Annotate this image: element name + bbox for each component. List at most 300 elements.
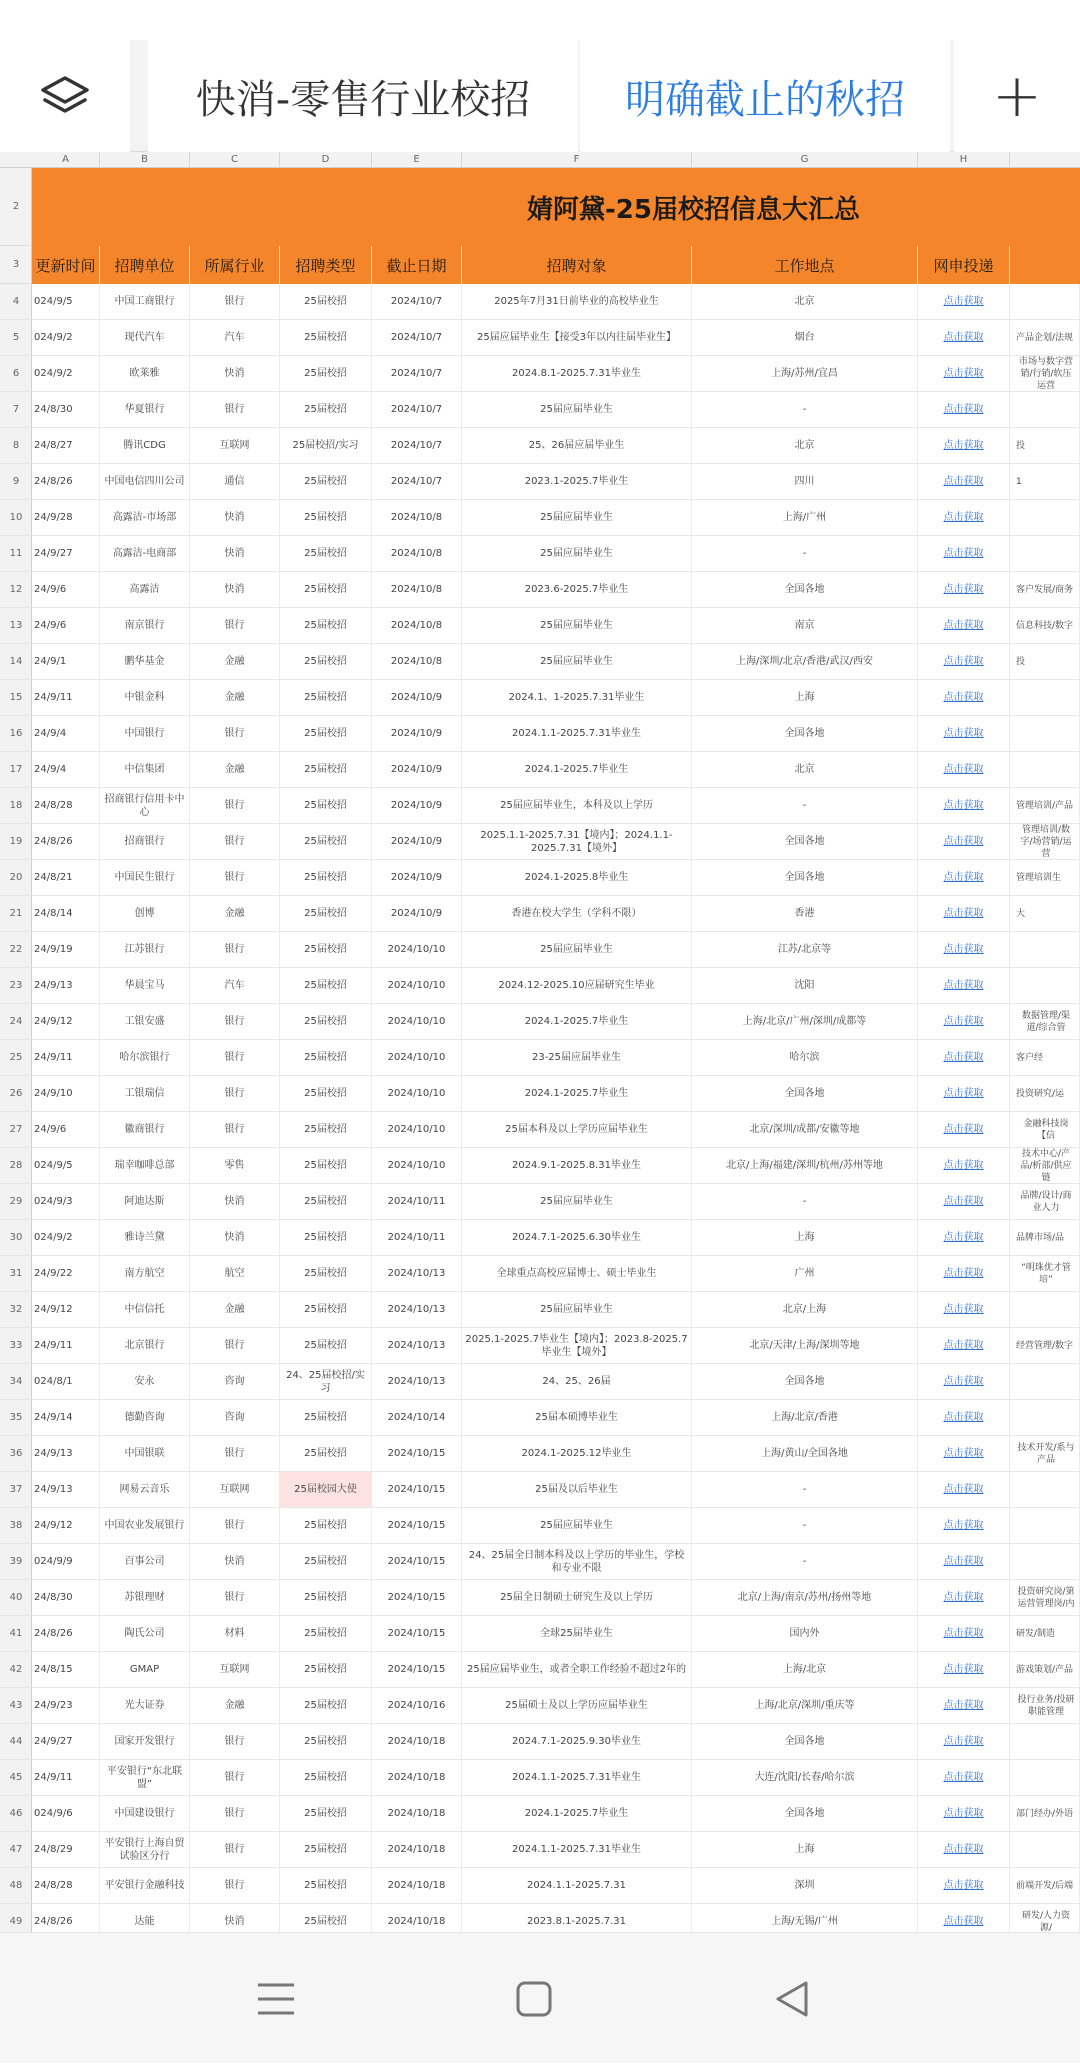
- cell-apply-link[interactable]: 点击获取: [918, 1904, 1010, 1932]
- cell-deadline[interactable]: 2024/10/9: [372, 896, 462, 931]
- cell-location[interactable]: 沈阳: [692, 968, 918, 1003]
- cell-update-time[interactable]: 24/9/11: [32, 1328, 100, 1363]
- cell-extra[interactable]: 品牌市场/品: [1010, 1220, 1080, 1255]
- cell-location[interactable]: 全国各地: [692, 716, 918, 751]
- cell-recruit-type[interactable]: 25届校招: [280, 752, 372, 787]
- cell-employer[interactable]: 中国农业发展银行: [100, 1508, 190, 1543]
- cell-deadline[interactable]: 2024/10/7: [372, 356, 462, 391]
- cell-employer[interactable]: GMAP: [100, 1652, 190, 1687]
- cell-update-time[interactable]: 24/8/28: [32, 788, 100, 823]
- cell-recruit-type[interactable]: 25届校招: [280, 320, 372, 355]
- cell-industry[interactable]: 银行: [190, 392, 280, 427]
- cell-recruit-type[interactable]: 25届校招: [280, 1544, 372, 1579]
- cell-apply-link[interactable]: 点击获取: [918, 1184, 1010, 1219]
- cell-target[interactable]: 2023.6-2025.7毕业生: [462, 572, 692, 607]
- cell-apply-link[interactable]: 点击获取: [918, 1688, 1010, 1723]
- cell-extra[interactable]: 大: [1010, 896, 1080, 931]
- cell-location[interactable]: 全国各地: [692, 572, 918, 607]
- cell-recruit-type[interactable]: 25届校招: [280, 1436, 372, 1471]
- cell-recruit-type[interactable]: 25届校招: [280, 1832, 372, 1867]
- cell-employer[interactable]: 中国银行: [100, 716, 190, 751]
- cell-employer[interactable]: 腾讯CDG: [100, 428, 190, 463]
- cell-employer[interactable]: 平安银行金融科技: [100, 1868, 190, 1903]
- cell-deadline[interactable]: 2024/10/18: [372, 1760, 462, 1795]
- cell-deadline[interactable]: 2024/10/9: [372, 752, 462, 787]
- cell-update-time[interactable]: 24/9/19: [32, 932, 100, 967]
- cell-recruit-type[interactable]: 25届校招: [280, 680, 372, 715]
- row-number[interactable]: 48: [0, 1868, 32, 1904]
- cell-location[interactable]: 上海/广州: [692, 500, 918, 535]
- cell-update-time[interactable]: 24/8/30: [32, 392, 100, 427]
- cell-update-time[interactable]: 24/9/13: [32, 968, 100, 1003]
- cell-location[interactable]: 上海/北京/深圳/重庆等: [692, 1688, 918, 1723]
- cell-extra[interactable]: 投: [1010, 644, 1080, 679]
- cell-target[interactable]: 25届及以后毕业生: [462, 1472, 692, 1507]
- cell-deadline[interactable]: 2024/10/18: [372, 1724, 462, 1759]
- row-number[interactable]: 40: [0, 1580, 32, 1616]
- cell-apply-link[interactable]: 点击获取: [918, 644, 1010, 679]
- cell-deadline[interactable]: 2024/10/9: [372, 860, 462, 895]
- cell-employer[interactable]: 华晨宝马: [100, 968, 190, 1003]
- cell-apply-link[interactable]: 点击获取: [918, 788, 1010, 823]
- cell-recruit-type[interactable]: 25届校园大使: [280, 1472, 372, 1507]
- cell-recruit-type[interactable]: 25届校招: [280, 1076, 372, 1111]
- cell-deadline[interactable]: 2024/10/8: [372, 500, 462, 535]
- cell-recruit-type[interactable]: 25届校招: [280, 644, 372, 679]
- cell-employer[interactable]: 瑞幸咖啡总部: [100, 1148, 190, 1183]
- row-number[interactable]: 11: [0, 536, 32, 572]
- cell-industry[interactable]: 材料: [190, 1616, 280, 1651]
- cell-industry[interactable]: 银行: [190, 1328, 280, 1363]
- row-number[interactable]: 39: [0, 1544, 32, 1580]
- cell-employer[interactable]: 中国建设银行: [100, 1796, 190, 1831]
- cell-extra[interactable]: [1010, 932, 1080, 967]
- cell-apply-link[interactable]: 点击获取: [918, 1256, 1010, 1291]
- cell-location[interactable]: 北京/深圳/成都/安徽等地: [692, 1112, 918, 1147]
- cell-employer[interactable]: 招商银行: [100, 824, 190, 859]
- row-number[interactable]: 38: [0, 1508, 32, 1544]
- row-number[interactable]: 21: [0, 896, 32, 932]
- cell-apply-link[interactable]: 点击获取: [918, 1436, 1010, 1471]
- cell-target[interactable]: 25届应届毕业生: [462, 608, 692, 643]
- cell-employer[interactable]: 中国电信四川公司: [100, 464, 190, 499]
- cell-employer[interactable]: 中国民生银行: [100, 860, 190, 895]
- cell-deadline[interactable]: 2024/10/18: [372, 1904, 462, 1932]
- cell-employer[interactable]: 现代汽车: [100, 320, 190, 355]
- cell-industry[interactable]: 银行: [190, 1832, 280, 1867]
- cell-apply-link[interactable]: 点击获取: [918, 1868, 1010, 1903]
- back-button[interactable]: [732, 1933, 852, 2064]
- cell-extra[interactable]: 前端开发/后端: [1010, 1868, 1080, 1903]
- cell-extra[interactable]: “明珠优才管培”: [1010, 1256, 1080, 1291]
- cell-update-time[interactable]: 24/9/13: [32, 1472, 100, 1507]
- cell-deadline[interactable]: 2024/10/10: [372, 1112, 462, 1147]
- row-number[interactable]: 22: [0, 932, 32, 968]
- cell-apply-link[interactable]: 点击获取: [918, 1760, 1010, 1795]
- cell-extra[interactable]: [1010, 1760, 1080, 1795]
- row-number[interactable]: 37: [0, 1472, 32, 1508]
- row-number[interactable]: 12: [0, 572, 32, 608]
- cell-industry[interactable]: 银行: [190, 1112, 280, 1147]
- cell-update-time[interactable]: 024/9/5: [32, 1148, 100, 1183]
- cell-industry[interactable]: 快消: [190, 356, 280, 391]
- cell-location[interactable]: 上海/深圳/北京/香港/武汉/西安: [692, 644, 918, 679]
- cell-recruit-type[interactable]: 25届校招: [280, 464, 372, 499]
- cell-extra[interactable]: [1010, 284, 1080, 319]
- cell-recruit-type[interactable]: 25届校招: [280, 1148, 372, 1183]
- cell-deadline[interactable]: 2024/10/7: [372, 320, 462, 355]
- cell-deadline[interactable]: 2024/10/10: [372, 968, 462, 1003]
- cell-extra[interactable]: [1010, 1364, 1080, 1399]
- cell-target[interactable]: 2024.1.1-2025.7.31: [462, 1868, 692, 1903]
- cell-apply-link[interactable]: 点击获取: [918, 572, 1010, 607]
- cell-recruit-type[interactable]: 25届校招: [280, 896, 372, 931]
- cell-recruit-type[interactable]: 24、25届校招/实习: [280, 1364, 372, 1399]
- row-number[interactable]: 6: [0, 356, 32, 392]
- cell-industry[interactable]: 航空: [190, 1256, 280, 1291]
- cell-update-time[interactable]: 024/9/2: [32, 356, 100, 391]
- cell-apply-link[interactable]: 点击获取: [918, 392, 1010, 427]
- cell-employer[interactable]: 北京银行: [100, 1328, 190, 1363]
- cell-location[interactable]: 上海/黄山/全国各地: [692, 1436, 918, 1471]
- cell-extra[interactable]: 客户经: [1010, 1040, 1080, 1075]
- cell-recruit-type[interactable]: 25届校招: [280, 1256, 372, 1291]
- cell-update-time[interactable]: 24/9/27: [32, 536, 100, 571]
- header-cell[interactable]: 更新时间: [32, 246, 100, 284]
- cell-employer[interactable]: 百事公司: [100, 1544, 190, 1579]
- cell-target[interactable]: 24、25、26届: [462, 1364, 692, 1399]
- cell-location[interactable]: 香港: [692, 896, 918, 931]
- cell-extra[interactable]: 产品企划/法规: [1010, 320, 1080, 355]
- cell-apply-link[interactable]: 点击获取: [918, 824, 1010, 859]
- cell-deadline[interactable]: 2024/10/10: [372, 1040, 462, 1075]
- cell-extra[interactable]: [1010, 1472, 1080, 1507]
- cell-extra[interactable]: [1010, 536, 1080, 571]
- cell-industry[interactable]: 银行: [190, 284, 280, 319]
- cell-apply-link[interactable]: 点击获取: [918, 356, 1010, 391]
- header-cell[interactable]: 招聘单位: [100, 246, 190, 284]
- cell-apply-link[interactable]: 点击获取: [918, 320, 1010, 355]
- cell-target[interactable]: 25届应届毕业生: [462, 1508, 692, 1543]
- cell-recruit-type[interactable]: 25届校招: [280, 1652, 372, 1687]
- cell-update-time[interactable]: 024/9/3: [32, 1184, 100, 1219]
- cell-employer[interactable]: 阿迪达斯: [100, 1184, 190, 1219]
- cell-industry[interactable]: 快消: [190, 500, 280, 535]
- cell-location[interactable]: 烟台: [692, 320, 918, 355]
- cell-location[interactable]: 江苏/北京等: [692, 932, 918, 967]
- cell-update-time[interactable]: 24/9/4: [32, 716, 100, 751]
- row-number[interactable]: 32: [0, 1292, 32, 1328]
- cell-target[interactable]: 全球重点高校应届博士、硕士毕业生: [462, 1256, 692, 1291]
- cell-deadline[interactable]: 2024/10/9: [372, 716, 462, 751]
- cell-update-time[interactable]: 024/9/6: [32, 1796, 100, 1831]
- cell-deadline[interactable]: 2024/10/14: [372, 1400, 462, 1435]
- tab-fmcg-retail[interactable]: [148, 40, 578, 152]
- cell-extra[interactable]: 游戏策划/产品: [1010, 1652, 1080, 1687]
- cell-deadline[interactable]: 2024/10/9: [372, 788, 462, 823]
- cell-employer[interactable]: 苏银理财: [100, 1580, 190, 1615]
- cell-employer[interactable]: 鹏华基金: [100, 644, 190, 679]
- cell-target[interactable]: 25届应届毕业生: [462, 932, 692, 967]
- cell-employer[interactable]: 中国工商银行: [100, 284, 190, 319]
- home-button[interactable]: [474, 1933, 594, 2064]
- cell-target[interactable]: 2024.7.1-2025.9.30毕业生: [462, 1724, 692, 1759]
- cell-apply-link[interactable]: 点击获取: [918, 1724, 1010, 1759]
- cell-industry[interactable]: 银行: [190, 824, 280, 859]
- cell-update-time[interactable]: 24/9/22: [32, 1256, 100, 1291]
- cell-target[interactable]: 2024.1-2025.7毕业生: [462, 752, 692, 787]
- cell-industry[interactable]: 互联网: [190, 1652, 280, 1687]
- cell-recruit-type[interactable]: 25届校招: [280, 788, 372, 823]
- cell-extra[interactable]: 1: [1010, 464, 1080, 499]
- cell-employer[interactable]: 中信集团: [100, 752, 190, 787]
- cell-target[interactable]: 2024.8.1-2025.7.31毕业生: [462, 356, 692, 391]
- cell-industry[interactable]: 银行: [190, 608, 280, 643]
- cell-location[interactable]: 深圳: [692, 1868, 918, 1903]
- cell-employer[interactable]: 网易云音乐: [100, 1472, 190, 1507]
- row-number[interactable]: 16: [0, 716, 32, 752]
- header-cell[interactable]: 所属行业: [190, 246, 280, 284]
- cell-industry[interactable]: 金融: [190, 752, 280, 787]
- row-number[interactable]: 24: [0, 1004, 32, 1040]
- cell-deadline[interactable]: 2024/10/9: [372, 680, 462, 715]
- cell-location[interactable]: 全国各地: [692, 1364, 918, 1399]
- cell-update-time[interactable]: 024/8/1: [32, 1364, 100, 1399]
- cell-extra[interactable]: 经营管理/数字: [1010, 1328, 1080, 1363]
- cell-industry[interactable]: 银行: [190, 1796, 280, 1831]
- cell-update-time[interactable]: 24/9/14: [32, 1400, 100, 1435]
- cell-apply-link[interactable]: 点击获取: [918, 1616, 1010, 1651]
- cell-target[interactable]: 2025.1-2025.7毕业生【境内】；2023.8-2025.7毕业生【境外】: [462, 1328, 692, 1363]
- cell-extra[interactable]: [1010, 968, 1080, 1003]
- cell-target[interactable]: 2024.1-2025.7毕业生: [462, 1796, 692, 1831]
- cell-industry[interactable]: 零售: [190, 1148, 280, 1183]
- cell-deadline[interactable]: 2024/10/8: [372, 572, 462, 607]
- cell-extra[interactable]: 金融科技岗【信: [1010, 1112, 1080, 1147]
- cell-location[interactable]: 上海/苏州/宜昌: [692, 356, 918, 391]
- cell-target[interactable]: 香港在校大学生（学科不限）: [462, 896, 692, 931]
- cell-target[interactable]: 2024.1.1-2025.7.31毕业生: [462, 1832, 692, 1867]
- cell-deadline[interactable]: 2024/10/7: [372, 392, 462, 427]
- cell-update-time[interactable]: 24/9/12: [32, 1004, 100, 1039]
- cell-extra[interactable]: [1010, 752, 1080, 787]
- cell-deadline[interactable]: 2024/10/16: [372, 1688, 462, 1723]
- cell-extra[interactable]: 信息科技/数字: [1010, 608, 1080, 643]
- cell-deadline[interactable]: 2024/10/15: [372, 1436, 462, 1471]
- cell-update-time[interactable]: 024/9/5: [32, 284, 100, 319]
- cell-extra[interactable]: [1010, 1544, 1080, 1579]
- cell-deadline[interactable]: 2024/10/11: [372, 1220, 462, 1255]
- cell-industry[interactable]: 咨询: [190, 1400, 280, 1435]
- cell-employer[interactable]: 国家开发银行: [100, 1724, 190, 1759]
- row-number[interactable]: 36: [0, 1436, 32, 1472]
- cell-extra[interactable]: [1010, 1832, 1080, 1867]
- cell-location[interactable]: 北京: [692, 428, 918, 463]
- cell-industry[interactable]: 快消: [190, 572, 280, 607]
- cell-update-time[interactable]: 24/9/12: [32, 1292, 100, 1327]
- cell-apply-link[interactable]: 点击获取: [918, 1004, 1010, 1039]
- cell-update-time[interactable]: 24/9/12: [32, 1508, 100, 1543]
- cell-apply-link[interactable]: 点击获取: [918, 464, 1010, 499]
- cell-deadline[interactable]: 2024/10/13: [372, 1256, 462, 1291]
- cell-employer[interactable]: 安永: [100, 1364, 190, 1399]
- cell-update-time[interactable]: 24/8/26: [32, 464, 100, 499]
- cell-industry[interactable]: 金融: [190, 644, 280, 679]
- cell-industry[interactable]: 咨询: [190, 1364, 280, 1399]
- cell-target[interactable]: 2024.1.1-2025.7.31毕业生: [462, 1760, 692, 1795]
- row-number[interactable]: 15: [0, 680, 32, 716]
- cell-location[interactable]: 全国各地: [692, 824, 918, 859]
- cell-update-time[interactable]: 24/9/6: [32, 1112, 100, 1147]
- cell-target[interactable]: 25届应届毕业生: [462, 644, 692, 679]
- cell-industry[interactable]: 银行: [190, 1508, 280, 1543]
- cell-employer[interactable]: 平安银行“东北联盟”: [100, 1760, 190, 1795]
- row-number[interactable]: 10: [0, 500, 32, 536]
- cell-employer[interactable]: 中国银联: [100, 1436, 190, 1471]
- cell-target[interactable]: 2024.9.1-2025.8.31毕业生: [462, 1148, 692, 1183]
- row-number[interactable]: 30: [0, 1220, 32, 1256]
- cell-apply-link[interactable]: 点击获取: [918, 1040, 1010, 1075]
- cell-apply-link[interactable]: 点击获取: [918, 752, 1010, 787]
- cell-update-time[interactable]: 24/8/26: [32, 1616, 100, 1651]
- cell-industry[interactable]: 银行: [190, 1436, 280, 1471]
- cell-deadline[interactable]: 2024/10/15: [372, 1580, 462, 1615]
- column-header-b[interactable]: B: [100, 152, 190, 168]
- cell-apply-link[interactable]: 点击获取: [918, 1508, 1010, 1543]
- cell-location[interactable]: 北京/上海/福建/深圳/杭州/苏州等地: [692, 1148, 918, 1183]
- cell-update-time[interactable]: 24/8/30: [32, 1580, 100, 1615]
- cell-location[interactable]: -: [692, 1544, 918, 1579]
- cell-deadline[interactable]: 2024/10/7: [372, 464, 462, 499]
- cell-location[interactable]: 上海: [692, 1220, 918, 1255]
- cell-industry[interactable]: 汽车: [190, 320, 280, 355]
- column-header-a[interactable]: A: [32, 152, 100, 168]
- cell-target[interactable]: 2024.1.1-2025.7.31毕业生: [462, 716, 692, 751]
- row-number[interactable]: 27: [0, 1112, 32, 1148]
- cell-update-time[interactable]: 24/9/11: [32, 680, 100, 715]
- cell-employer[interactable]: 光大证券: [100, 1688, 190, 1723]
- cell-industry[interactable]: 互联网: [190, 1472, 280, 1507]
- row-number[interactable]: 45: [0, 1760, 32, 1796]
- cell-extra[interactable]: 投资研究/运: [1010, 1076, 1080, 1111]
- cell-recruit-type[interactable]: 25届校招: [280, 1688, 372, 1723]
- row-number[interactable]: 17: [0, 752, 32, 788]
- cell-recruit-type[interactable]: 25届校招: [280, 500, 372, 535]
- cell-deadline[interactable]: 2024/10/10: [372, 1148, 462, 1183]
- cell-update-time[interactable]: 24/9/28: [32, 500, 100, 535]
- cell-extra[interactable]: [1010, 1508, 1080, 1543]
- cell-industry[interactable]: 银行: [190, 716, 280, 751]
- cell-apply-link[interactable]: 点击获取: [918, 896, 1010, 931]
- layers-button[interactable]: [0, 40, 130, 152]
- cell-industry[interactable]: 快消: [190, 1904, 280, 1932]
- cell-deadline[interactable]: 2024/10/13: [372, 1364, 462, 1399]
- cell-update-time[interactable]: 24/9/13: [32, 1436, 100, 1471]
- cell-employer[interactable]: 创博: [100, 896, 190, 931]
- cell-deadline[interactable]: 2024/10/15: [372, 1508, 462, 1543]
- cell-location[interactable]: 北京: [692, 752, 918, 787]
- cell-apply-link[interactable]: 点击获取: [918, 1076, 1010, 1111]
- cell-deadline[interactable]: 2024/10/8: [372, 608, 462, 643]
- cell-recruit-type[interactable]: 25届校招: [280, 860, 372, 895]
- cell-update-time[interactable]: 24/8/27: [32, 428, 100, 463]
- cell-target[interactable]: 2024.1-2025.8毕业生: [462, 860, 692, 895]
- cell-update-time[interactable]: 24/9/6: [32, 608, 100, 643]
- cell-apply-link[interactable]: 点击获取: [918, 500, 1010, 535]
- cell-apply-link[interactable]: 点击获取: [918, 860, 1010, 895]
- spreadsheet-grid[interactable]: [0, 152, 1080, 1932]
- cell-target[interactable]: 25届应届毕业生，或者全职工作经验不超过2年的: [462, 1652, 692, 1687]
- cell-extra[interactable]: 管理培训/产品: [1010, 788, 1080, 823]
- cell-target[interactable]: 25、26届应届毕业生: [462, 428, 692, 463]
- row-number[interactable]: 25: [0, 1040, 32, 1076]
- cell-employer[interactable]: 高露洁-市场部: [100, 500, 190, 535]
- column-header-f[interactable]: F: [462, 152, 692, 168]
- cell-recruit-type[interactable]: 25届校招: [280, 1184, 372, 1219]
- cell-apply-link[interactable]: 点击获取: [918, 1112, 1010, 1147]
- cell-target[interactable]: 25届全日制硕士研究生及以上学历: [462, 1580, 692, 1615]
- cell-extra[interactable]: [1010, 680, 1080, 715]
- cell-deadline[interactable]: 2024/10/9: [372, 824, 462, 859]
- row-number[interactable]: 42: [0, 1652, 32, 1688]
- row-number[interactable]: 47: [0, 1832, 32, 1868]
- cell-extra[interactable]: [1010, 1400, 1080, 1435]
- cell-target[interactable]: 2023.1-2025.7毕业生: [462, 464, 692, 499]
- cell-location[interactable]: 全国各地: [692, 1724, 918, 1759]
- cell-recruit-type[interactable]: 25届校招: [280, 932, 372, 967]
- cell-industry[interactable]: 汽车: [190, 968, 280, 1003]
- cell-apply-link[interactable]: 点击获取: [918, 1580, 1010, 1615]
- row-number[interactable]: 8: [0, 428, 32, 464]
- column-header-g[interactable]: G: [692, 152, 918, 168]
- cell-recruit-type[interactable]: 25届校招: [280, 284, 372, 319]
- cell-industry[interactable]: 银行: [190, 1868, 280, 1903]
- cell-industry[interactable]: 金融: [190, 896, 280, 931]
- row-number[interactable]: 3: [0, 246, 32, 284]
- cell-recruit-type[interactable]: 25届校招: [280, 1004, 372, 1039]
- cell-location[interactable]: -: [692, 1508, 918, 1543]
- cell-recruit-type[interactable]: 25届校招: [280, 824, 372, 859]
- cell-industry[interactable]: 金融: [190, 680, 280, 715]
- cell-apply-link[interactable]: 点击获取: [918, 608, 1010, 643]
- header-cell[interactable]: 招聘类型: [280, 246, 372, 284]
- header-cell[interactable]: 工作地点: [692, 246, 918, 284]
- cell-location[interactable]: 广州: [692, 1256, 918, 1291]
- cell-target[interactable]: 25届应届毕业生: [462, 536, 692, 571]
- cell-update-time[interactable]: 24/9/10: [32, 1076, 100, 1111]
- cell-employer[interactable]: 徽商银行: [100, 1112, 190, 1147]
- row-number[interactable]: 2: [0, 168, 32, 246]
- cell-update-time[interactable]: 24/9/27: [32, 1724, 100, 1759]
- cell-recruit-type[interactable]: 25届校招: [280, 608, 372, 643]
- cell-target[interactable]: 25届硕士及以上学历应届毕业生: [462, 1688, 692, 1723]
- cell-recruit-type[interactable]: 25届校招: [280, 1040, 372, 1075]
- cell-target[interactable]: 全球25届毕业生: [462, 1616, 692, 1651]
- cell-update-time[interactable]: 24/9/11: [32, 1760, 100, 1795]
- cell-update-time[interactable]: 024/9/2: [32, 320, 100, 355]
- cell-location[interactable]: 北京/上海: [692, 1292, 918, 1327]
- column-header-d[interactable]: D: [280, 152, 372, 168]
- row-number[interactable]: 46: [0, 1796, 32, 1832]
- cell-extra[interactable]: 研发/制造: [1010, 1616, 1080, 1651]
- cell-recruit-type[interactable]: 25届校招: [280, 1328, 372, 1363]
- cell-deadline[interactable]: 2024/10/15: [372, 1472, 462, 1507]
- cell-target[interactable]: 2023.8.1-2025.7.31: [462, 1904, 692, 1932]
- cell-deadline[interactable]: 2024/10/13: [372, 1328, 462, 1363]
- cell-industry[interactable]: 银行: [190, 932, 280, 967]
- cell-location[interactable]: 北京: [692, 284, 918, 319]
- row-number[interactable]: 49: [0, 1904, 32, 1932]
